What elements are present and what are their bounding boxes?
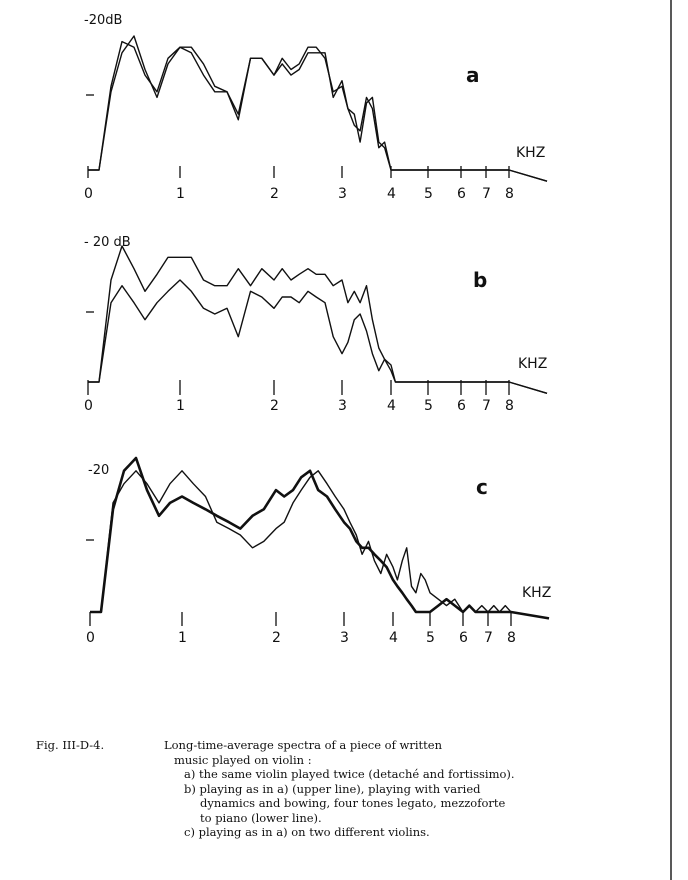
caption-item-b-line-2: dynamics and bowing, four tones legato, mezzoforte [200,796,506,810]
panel-a-x-tick-label-8: 8 [505,186,514,202]
panel-c-x-tick-label-2: 2 [272,630,281,646]
panel-b-x-tick-label-3: 3 [338,398,347,414]
panel-a-x-tick-label-7: 7 [482,186,491,202]
panel-b-series-2-line [88,280,547,393]
caption-item-c: c) playing as in a) on two different violins. [184,825,430,839]
panel-c-x-tick-label-4: 4 [389,630,398,646]
panel-a-series-1-line [88,36,547,181]
panel-a-letter: a [466,63,480,87]
panel-a-khz-label: KHZ [516,145,546,161]
panel-b-letter: b [473,268,488,292]
panel-b-x-tick-label-7: 7 [482,398,491,414]
page-edge-rule [670,0,672,880]
panel-a-x-tick-label-6: 6 [457,186,466,202]
panel-a-x-tick-label-3: 3 [338,186,347,202]
caption-item-b-line-3: to piano (lower line). [200,810,322,825]
panel-b-khz-label: KHZ [518,356,548,372]
panel-c-x-tick-label-3: 3 [340,630,349,646]
caption-figure-id: Fig. III-D-4. [36,738,105,752]
panel-b-x-tick-label-1: 1 [176,398,185,414]
panel-a-x-tick-label-5: 5 [424,186,433,202]
panel-a-x-tick-label-0: 0 [84,186,93,202]
panel-c-x-tick-label-6: 6 [459,630,468,646]
figure-caption [36,738,646,840]
panel-c-x-tick-label-1: 1 [178,630,187,646]
panel-b-x-tick-label-4: 4 [387,398,396,414]
caption-title-line-2: music played on violin : [174,752,312,767]
panel-a-x-tick-label-2: 2 [270,186,279,202]
panel-b-x-tick-label-5: 5 [424,398,433,414]
panel-c-x-tick-label-0: 0 [86,630,95,646]
panel-c-db-label: -20 [88,463,110,478]
panel-b-x-tick-label-8: 8 [505,398,514,414]
panel-c-x-tick-label-5: 5 [426,630,435,646]
caption-body [164,738,646,840]
panel-c-letter: c [476,475,488,499]
panel-c-khz-label: KHZ [522,585,552,601]
caption-item-a: a) the same violin played twice (detaché and fortissimo). [184,767,515,781]
panel-c-x-tick-label-7: 7 [484,630,493,646]
panel-c-x-tick-label-8: 8 [507,630,516,646]
panel-b-x-tick-label-6: 6 [457,398,466,414]
caption-title-line-1: Long-time-average spectra of a piece of written [164,738,442,752]
panel-b-x-tick-label-2: 2 [270,398,279,414]
panel-b-db-label: - 20 dB [84,235,131,250]
panel-a-x-tick-label-4: 4 [387,186,396,202]
panel-a-x-tick-label-1: 1 [176,186,185,202]
caption-item-b-line-1: b) playing as in a) (upper line), playing with varied [184,781,481,796]
panel-a-db-label: -20dB [84,13,123,28]
panel-b-x-tick-label-0: 0 [84,398,93,414]
